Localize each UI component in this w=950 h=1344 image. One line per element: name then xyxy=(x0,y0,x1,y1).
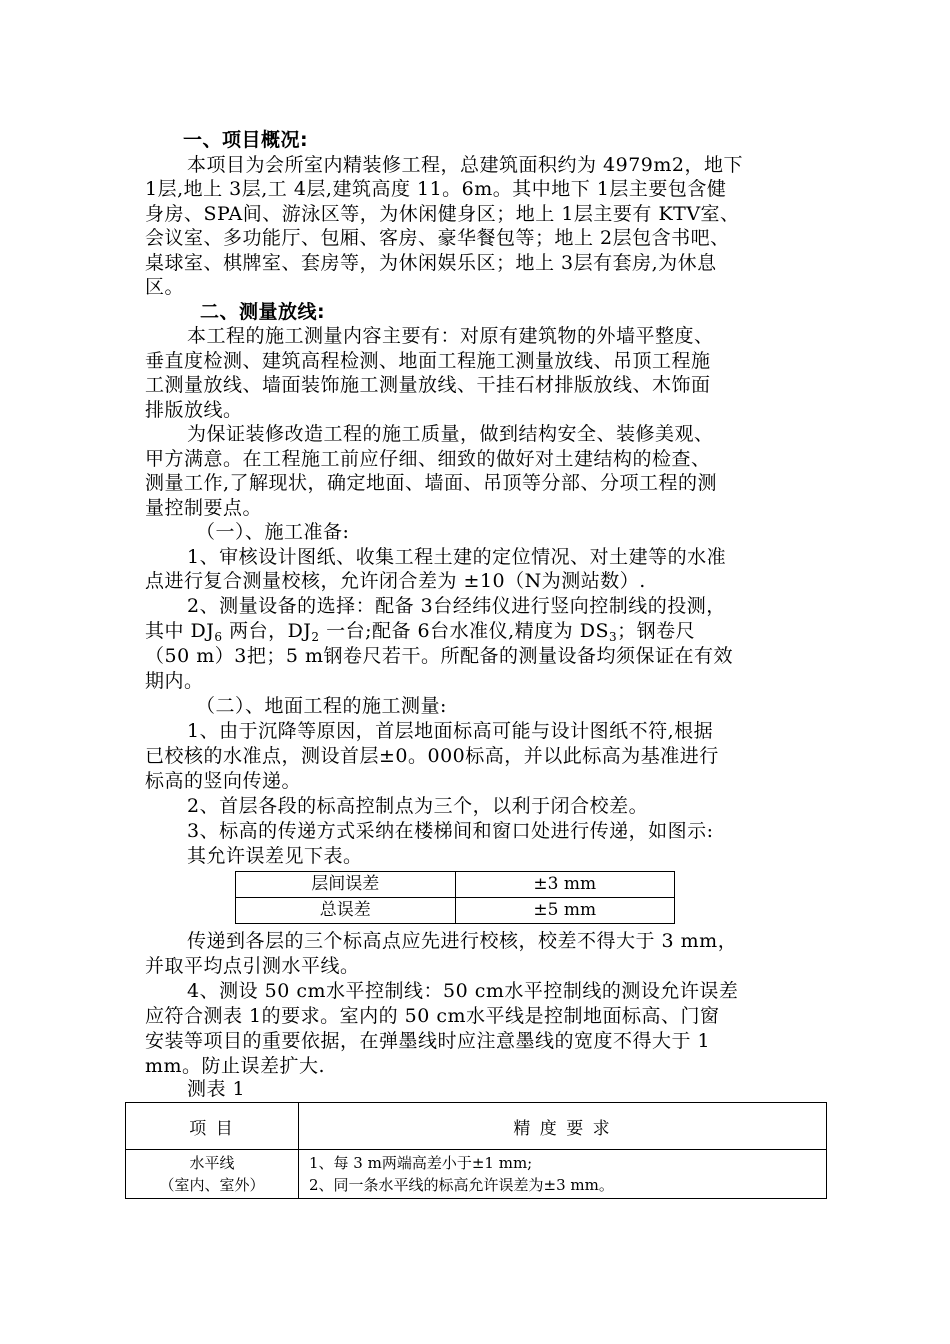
paragraph-line: 本项目为会所室内精装修工程，总建筑面积约为 4979m2，地下 xyxy=(187,154,743,176)
paragraph-line: mm。防止误差扩大. xyxy=(145,1055,326,1077)
table-header-row xyxy=(126,1103,827,1150)
table-row xyxy=(236,898,675,924)
paragraph-line: 2、首层各段的标高控制点为三个，以利于闭合校差。 xyxy=(187,795,649,817)
paragraph-line: 点进行复合测量校核，允许闭合差为 ±10（N为测站数）. xyxy=(145,570,646,592)
paragraph-line: 安装等项目的重要依据，在弹墨线时应注意墨线的宽度不得大于 1 xyxy=(145,1030,711,1052)
tolerance-table xyxy=(235,871,675,924)
paragraph-line: 工测量放线、墙面装饰施工测量放线、干挂石材排版放线、木饰面 xyxy=(145,374,711,396)
paragraph-line: （50 m）3把；5 m钢卷尺若干。所配备的测量设备均须保证在有效 xyxy=(145,645,733,667)
paragraph-line: 排版放线。 xyxy=(145,399,243,421)
item-name: 水平线 xyxy=(189,1154,235,1172)
paragraph-line: 4、测设 50 cm水平控制线：50 cm水平控制线的测设允许误差 xyxy=(187,980,739,1002)
paragraph-line: 应符合测表 1的要求。室内的 50 cm水平线是控制地面标高、门窗 xyxy=(145,1005,720,1027)
section-heading-overview: 一、项目概况: xyxy=(183,129,309,151)
requirement-line: 1、每 3 m两端高差小于±1 mm; xyxy=(309,1154,533,1172)
paragraph-line: 1、审核设计图纸、收集工程土建的定位情况、对土建等的水准 xyxy=(187,546,727,568)
paragraph-line: 其允许误差见下表。 xyxy=(187,845,363,867)
paragraph-line: 为保证装修改造工程的施工质量，做到结构安全、装修美观、 xyxy=(187,423,714,445)
paragraph-line: 甲方满意。在工程施工前应仔细、细致的做好对土建结构的检查、 xyxy=(145,448,711,470)
paragraph-line: 1、由于沉降等原因，首层地面标高可能与设计图纸不符,根据 xyxy=(187,720,714,742)
subsection-heading-ground: （二）、地面工程的施工测量: xyxy=(196,695,447,717)
paragraph-line-equipment: 其中 $DJ_6$ 两台，$DJ_2$ 一台;配备 6台水准仪,精度为 $DS_3$；钢卷尺 xyxy=(145,620,696,644)
paragraph-line: 垂直度检测、建筑高程检测、地面工程施工测量放线、吊顶工程施 xyxy=(145,350,711,372)
table-cell: 总误差 xyxy=(236,898,456,924)
table-cell: 层间误差 xyxy=(236,872,456,898)
item-scope: （室内、室外） xyxy=(159,1176,265,1194)
table-cell: ±3 mm xyxy=(455,872,675,898)
paragraph-line: 3、标高的传递方式采纳在楼梯间和窗口处进行传递，如图示: xyxy=(187,820,714,842)
section-heading-surveying: 二、测量放线: xyxy=(200,301,326,323)
paragraph-line: 并取平均点引测水平线。 xyxy=(145,955,360,977)
precision-requirements-table xyxy=(125,1102,827,1199)
table-header-cell: 项 目 xyxy=(126,1103,299,1150)
paragraph-line: 量控制要点。 xyxy=(145,497,263,519)
table-header-cell: 精 度 要 求 xyxy=(299,1103,827,1150)
paragraph-line: 桌球室、棋牌室、套房等，为休闲娱乐区；地上 3层有套房,为休息 xyxy=(145,252,717,274)
table-cell: ±5 mm xyxy=(455,898,675,924)
requirement-line: 2、同一条水平线的标高允许误差为±3 mm。 xyxy=(309,1176,614,1194)
table-cell-requirements xyxy=(299,1150,827,1199)
paragraph-line: 2、测量设备的选择：配备 3台经纬仪进行竖向控制线的投测， xyxy=(187,595,726,617)
subsection-heading-prep: （一）、施工准备: xyxy=(196,521,350,543)
table-row xyxy=(236,872,675,898)
paragraph-line: 已校核的水准点，测设首层±0。000标高，并以此标高为基准进行 xyxy=(145,745,719,767)
paragraph-line: 身房、SPA间、游泳区等，为休闲健身区；地上 1层主要有 KTV室、 xyxy=(145,203,740,225)
paragraph-line: 本工程的施工测量内容主要有：对原有建筑物的外墙平整度、 xyxy=(187,325,714,347)
paragraph-line: 期内。 xyxy=(145,670,204,692)
table-caption: 测表 1 xyxy=(187,1078,246,1100)
paragraph-line: 传递到各层的三个标高点应先进行校核，校差不得大于 3 mm， xyxy=(187,930,738,952)
table-cell-item xyxy=(126,1150,299,1199)
paragraph-line: 测量工作,了解现状，确定地面、墙面、吊顶等分部、分项工程的测 xyxy=(145,472,718,494)
paragraph-line: 1层,地上 3层,工 4层,建筑高度 11。6m。其中地下 1层主要包含健 xyxy=(145,178,727,200)
paragraph-line: 区。 xyxy=(145,276,185,298)
paragraph-line: 会议室、多功能厅、包厢、客房、豪华餐包等；地上 2层包含书吧、 xyxy=(145,227,730,249)
table-row xyxy=(126,1150,827,1199)
paragraph-line: 标高的竖向传递。 xyxy=(145,770,302,792)
